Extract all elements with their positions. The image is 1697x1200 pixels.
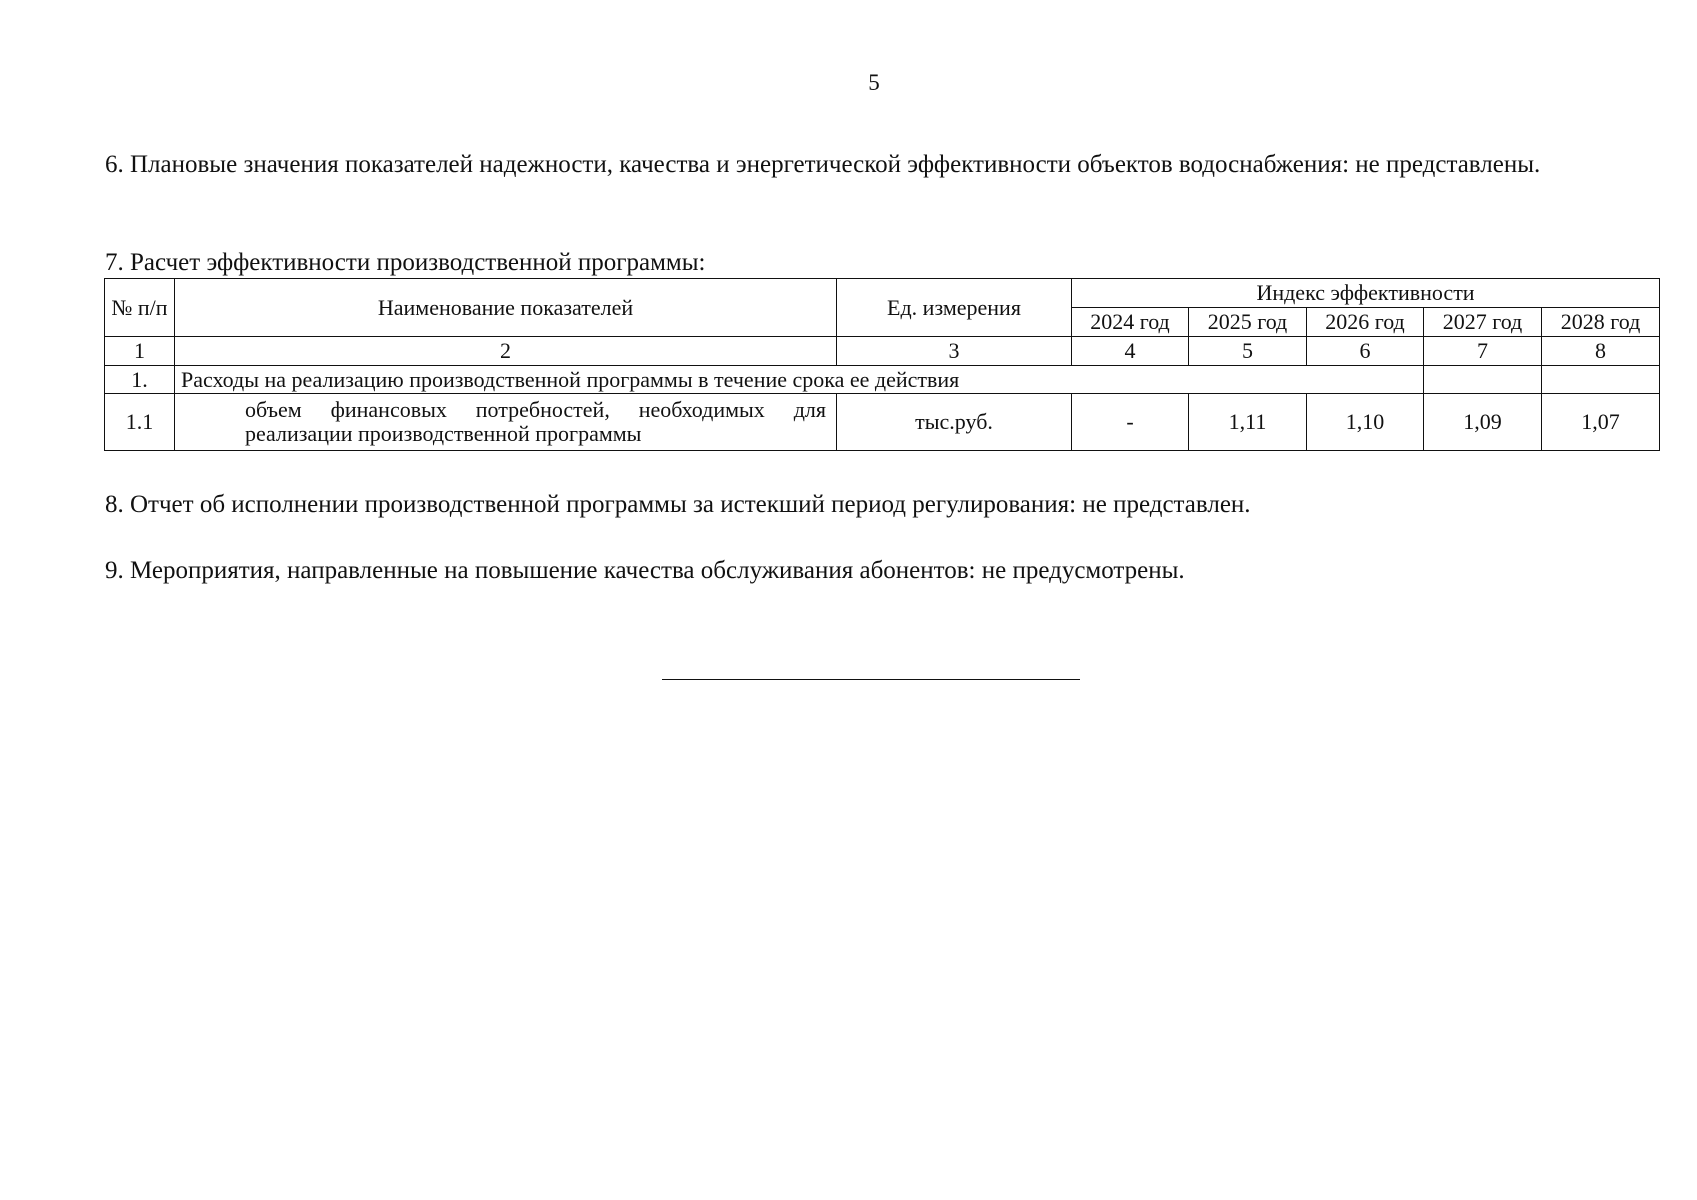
row-value: -: [1072, 394, 1189, 451]
header-year: 2025 год: [1189, 308, 1307, 337]
column-number: 8: [1542, 337, 1660, 366]
column-number: 1: [105, 337, 175, 366]
row-unit: тыс.руб.: [837, 394, 1072, 451]
efficiency-table: [104, 278, 1660, 451]
section-6-text: 6. Плановые значения показателей надежности, качества и энергетической эффективности объектов водоснабжения: не представлены.: [105, 151, 1541, 178]
header-index-group: Индекс эффективности: [1072, 279, 1660, 308]
header-num: № п/п: [105, 279, 175, 337]
section-7-title: 7. Расчет эффективности производственной программы:: [105, 249, 706, 276]
header-year: 2028 год: [1542, 308, 1660, 337]
section-9-text: 9. Мероприятия, направленные на повышение качества обслуживания абонентов: не предусмотрены.: [105, 557, 1185, 584]
row-value: 1,10: [1307, 394, 1424, 451]
row-name: объем финансовых потребностей, необходимых для реализации производственной программы: [175, 394, 837, 451]
column-number: 5: [1189, 337, 1307, 366]
header-unit: Ед. измерения: [837, 279, 1072, 337]
header-year: 2024 год: [1072, 308, 1189, 337]
row-value: [1542, 366, 1660, 394]
row-num: 1.1: [105, 394, 175, 451]
table-row: [105, 366, 1660, 394]
page-number: 5: [868, 70, 880, 95]
column-number: 3: [837, 337, 1072, 366]
header-year: 2027 год: [1424, 308, 1542, 337]
column-number: 2: [175, 337, 837, 366]
table-row: [105, 394, 1660, 451]
row-value: 1,07: [1542, 394, 1660, 451]
row-num: 1.: [105, 366, 175, 394]
column-number: 6: [1307, 337, 1424, 366]
header-name: Наименование показателей: [175, 279, 837, 337]
column-number: 4: [1072, 337, 1189, 366]
row-value: [1424, 366, 1542, 394]
row-value: 1,09: [1424, 394, 1542, 451]
row-value: [1307, 366, 1424, 394]
row-value: 1,11: [1189, 394, 1307, 451]
header-year: 2026 год: [1307, 308, 1424, 337]
column-number: 7: [1424, 337, 1542, 366]
row-name: Расходы на реализацию производственной программы в течение срока ее действия: [175, 366, 1307, 394]
end-rule: [662, 679, 1080, 680]
section-8-text: 8. Отчет об исполнении производственной программы за истекший период регулирования: не представлен.: [105, 491, 1251, 518]
